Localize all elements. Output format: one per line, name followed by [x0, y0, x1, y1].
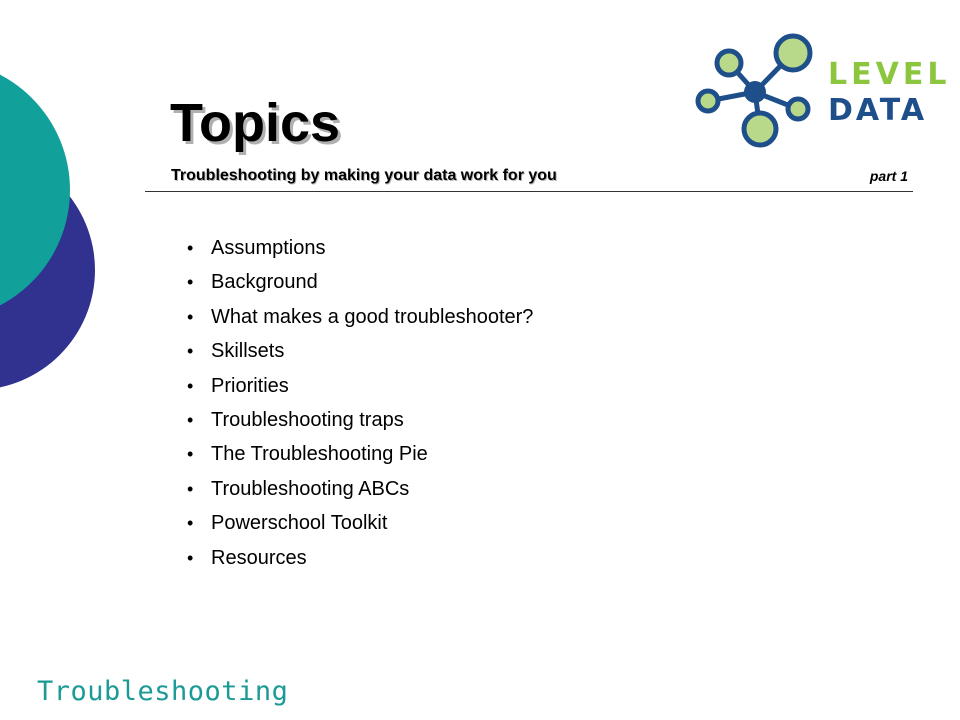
slide-subtitle: Troubleshooting by making your data work for you: [171, 167, 557, 184]
topic-label: Troubleshooting traps: [211, 408, 404, 431]
list-item: [187, 443, 533, 477]
logo-word-level: LEVEL: [828, 57, 950, 92]
bullet-icon: •: [187, 444, 194, 465]
level-data-logo: [690, 28, 950, 158]
bullet-icon: •: [187, 306, 194, 327]
list-item: [187, 271, 533, 305]
list-item: [187, 512, 533, 546]
bullet-icon: •: [187, 272, 194, 293]
topic-label: The Troubleshooting Pie: [211, 443, 428, 466]
bullet-icon: •: [187, 478, 194, 499]
topic-label: Background: [211, 271, 318, 294]
footer-label: Troubleshooting: [37, 676, 289, 707]
list-item: [187, 375, 533, 409]
bullet-icon: •: [187, 547, 194, 568]
topics-list: [187, 237, 533, 581]
bullet-icon: •: [187, 409, 194, 430]
part-label: part 1: [869, 168, 908, 184]
bullet-icon: •: [187, 513, 194, 534]
decorative-circles: [0, 0, 120, 420]
slide-title: Topics: [170, 93, 341, 153]
list-item: [187, 547, 533, 581]
topic-label: Troubleshooting ABCs: [211, 477, 410, 500]
topic-label: What makes a good troubleshooter?: [211, 305, 534, 328]
bullet-icon: •: [187, 341, 194, 362]
list-item: [187, 340, 533, 374]
topic-label: Priorities: [211, 374, 289, 397]
network-graphic-icon: [698, 36, 810, 145]
list-item: [187, 237, 533, 271]
list-item: [187, 478, 533, 512]
bullet-icon: •: [187, 375, 194, 396]
logo-word-data: DATA: [828, 93, 928, 128]
bullet-icon: •: [187, 238, 194, 258]
header-divider: [145, 191, 913, 192]
topic-label: Skillsets: [211, 340, 285, 363]
topic-label: Assumptions: [211, 237, 326, 259]
list-item: [187, 306, 533, 340]
topic-label: Powerschool Toolkit: [211, 512, 388, 535]
list-item: [187, 409, 533, 443]
topic-label: Resources: [211, 546, 307, 569]
